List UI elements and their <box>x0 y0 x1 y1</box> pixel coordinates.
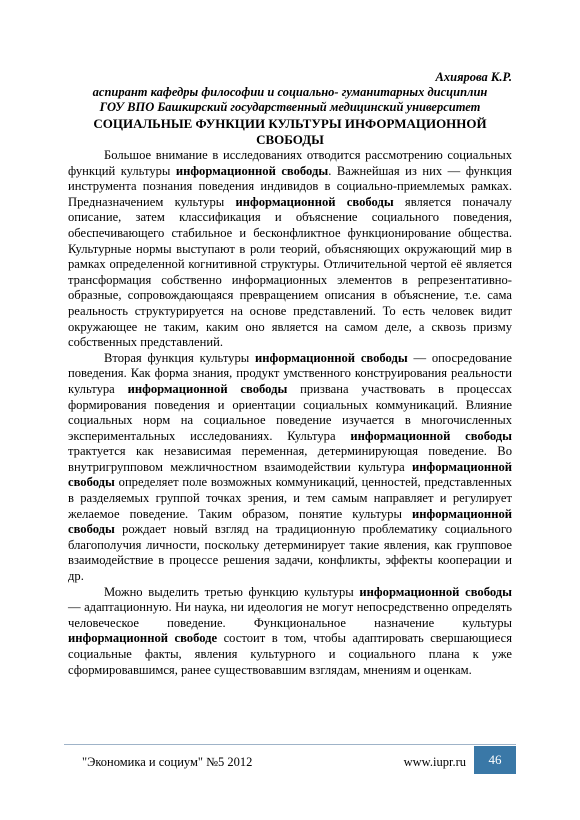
author-name: Ахиярова К.Р. <box>435 70 512 84</box>
paragraph-2 <box>68 351 512 585</box>
paragraph-3 <box>68 585 512 679</box>
bold-term: информационной свободы <box>255 350 408 365</box>
text-run: трактуется как независимая переменная, детерминирующая поведение. Во внутригрупповом межличностном взаимодействии культура <box>68 444 512 474</box>
footer-divider <box>64 744 516 745</box>
page-number: 46 <box>474 746 516 774</box>
page-footer <box>64 744 516 774</box>
text-run: — опосредование поведения. Как форма знания, продукт умственного конструирования реальности культура <box>68 350 512 396</box>
bold-term: информационной свободы <box>68 506 512 537</box>
text-run: Вторая функция культуры <box>104 350 256 365</box>
text-run: состоит в том, чтобы адаптировать свершающиеся социальные факты, явления культурного и социального плана к уже сформировавшимся, ранее существовавшим взглядам, мнениям и оценкам. <box>68 631 512 677</box>
bold-term: информационной свободы <box>127 381 288 396</box>
bold-term: информационной свободы <box>235 194 394 209</box>
text-run: — адаптационную. Ни наука, ни идеология не могут непосредственно определять человеческое поведение. Функциональное назначение культуры <box>68 600 512 630</box>
article-body <box>68 148 512 678</box>
article <box>68 70 512 678</box>
journal-website: www.iupr.ru <box>403 755 466 769</box>
text-run: призвана участвовать в процессах формирования поведения и ориентации социальных коммуникаций. Влияние социальных норм на социальное поведение изучается в многочисленных экспериментальных исследованиях. Культура <box>68 381 512 443</box>
text-run: Можно выделить третью функцию культуры <box>104 584 360 599</box>
article-title: СОЦИАЛЬНЫЕ ФУНКЦИИ КУЛЬТУРЫ ИНФОРМАЦИОННОЙ СВОБОДЫ <box>93 116 487 147</box>
affiliation-line-2: ГОУ ВПО Башкирский государственный медицинский университет <box>99 100 481 114</box>
affiliation-line-1: аспирант кафедры философии и социально- гуманитарных дисциплин <box>92 85 488 99</box>
text-run: является поначалу описание, затем классификация и объяснение социального поведения, обеспечивающего стабильное и бесконфликтное функционирование общества. Культурные нормы выступают в роли теорий, объясняющих окружающий мир в рамках определенной когнитивной структуры. Отличительной чертой её является трансформация собственно информационных элементов в репрезентативно-образные, сопровождающаяся превращением описания в объяснение, т.е. сама реальность структурируется на основе представлений. То есть человек видит окружающее не таким, каким оно является на самом деле, а сквозь призму собственных представлений. <box>68 194 512 350</box>
text-run: Большое внимание в исследованиях отводится рассмотрению социальных функций культуры <box>68 148 512 178</box>
text-run: определяет поле возможных коммуникаций, ценностей, представленных в разделяемых группой точках зрения, и тем самым направляет и регулирует желаемое поведение. Таким образом, понятие культуры <box>68 475 512 521</box>
journal-name: "Экономика и социум" №5 2012 <box>82 755 253 769</box>
bold-term: информационной свободы <box>359 584 512 599</box>
text-run: . Важнейшая из них — функция инструмента познания поведения индивидов в социально-приемлемых рамках. Предназначением культуры <box>68 163 512 209</box>
bold-term: информационной свободы <box>68 459 512 490</box>
bold-term: информационной свободы <box>350 428 512 443</box>
bold-term: информационной свободы <box>175 163 329 178</box>
bold-term: информационной свободе <box>68 631 218 646</box>
text-run: рождает новый взгляд на традиционную проблематику социального благополучия личности, поскольку детерминирует такие явления, как групповое взаимодействие в процессе решения задачи, конфликты, эффекты кооперации и др. <box>68 522 512 584</box>
paragraph-1 <box>68 148 512 351</box>
